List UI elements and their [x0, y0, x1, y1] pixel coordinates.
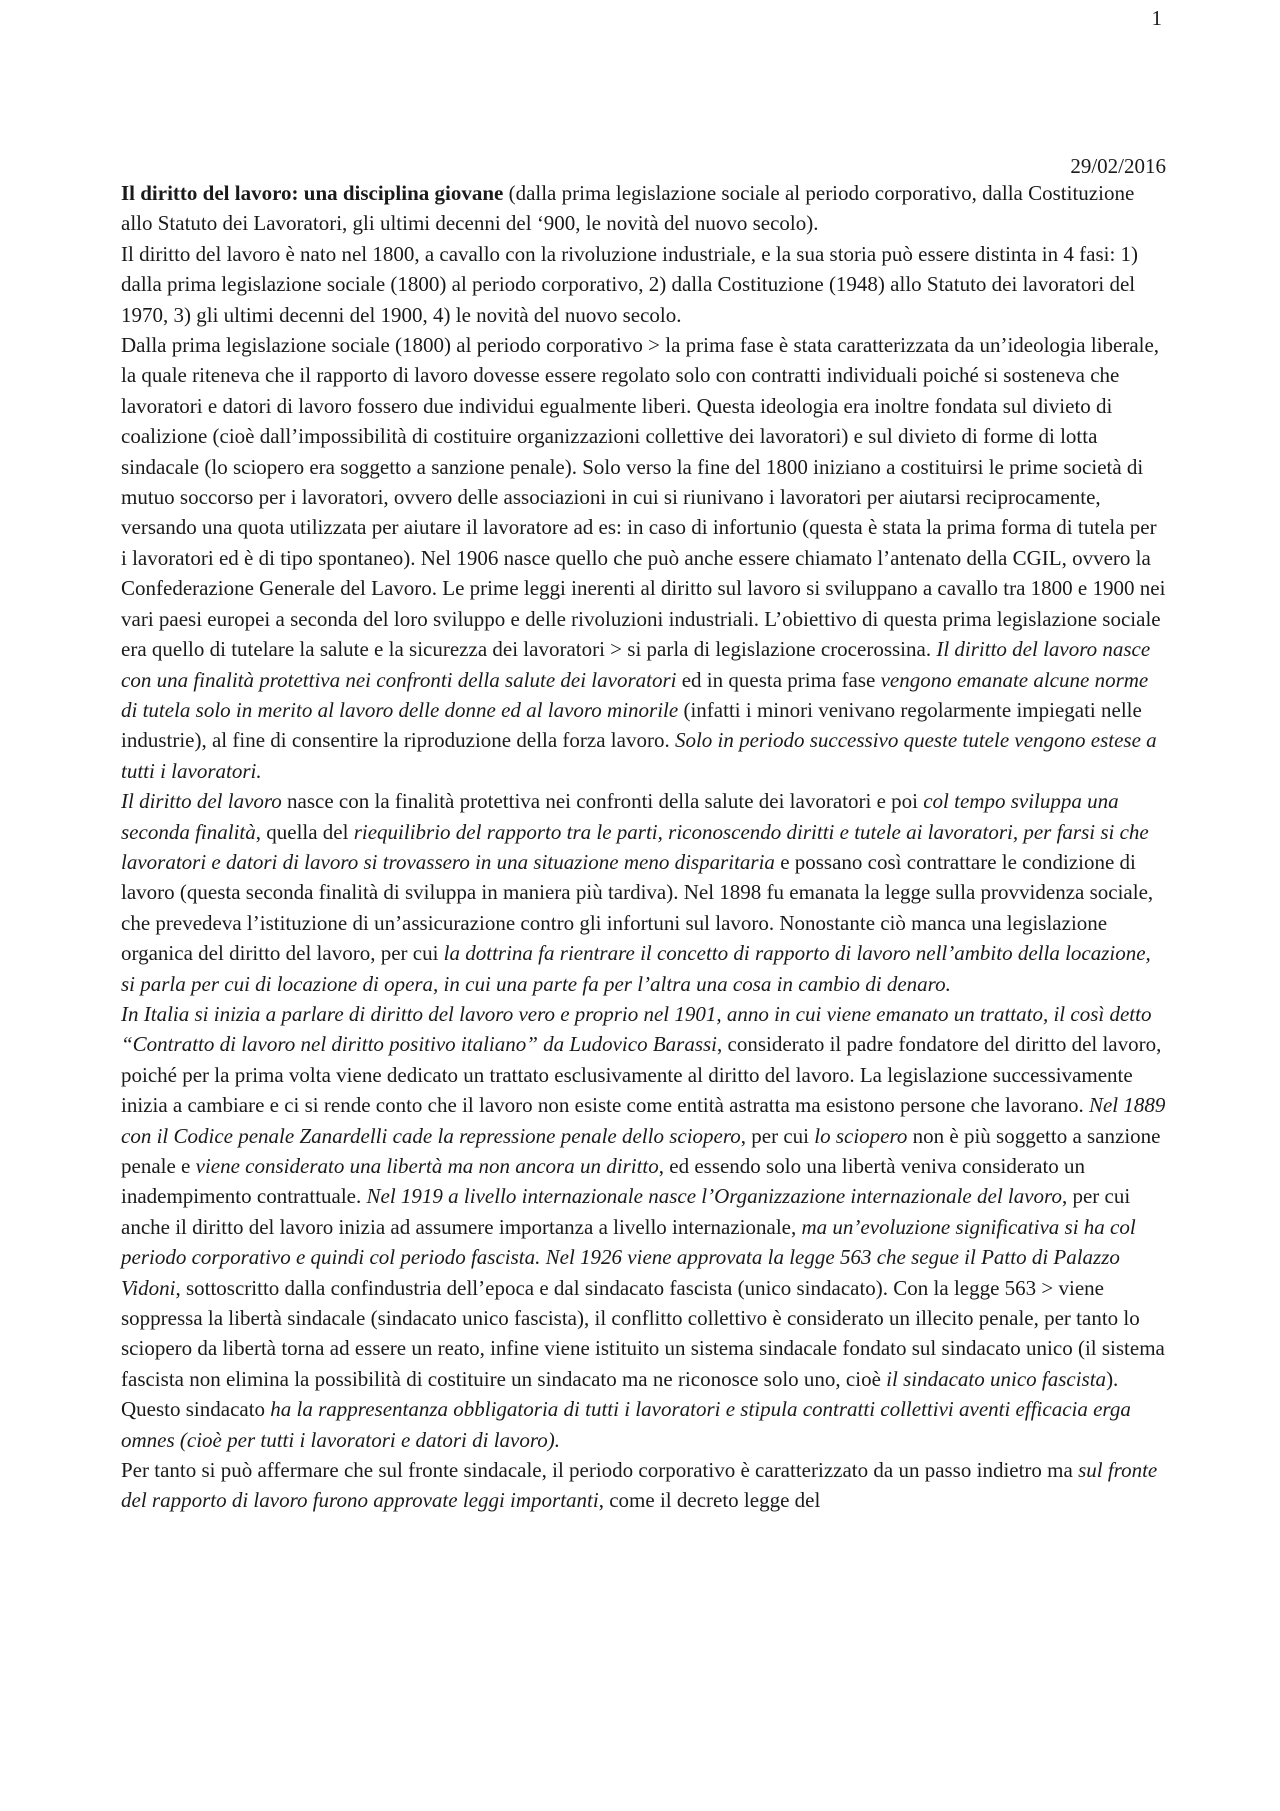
paragraph — [121, 178, 1167, 239]
italic-text: il sindacato unico fascista — [886, 1366, 1107, 1391]
text-run: nasce con la finalità protettiva nei confronti della salute dei lavoratori e poi — [281, 789, 924, 814]
italic-text: vengono emanate alcune norme di tutela solo in merito al lavoro delle donne ed al lavoro minorile — [121, 667, 1149, 722]
text-run: , come il decreto legge del — [598, 1488, 821, 1513]
italic-text: In Italia si inizia a parlare di diritto del lavoro vero e proprio nel 1901, anno in cui viene emanato un trattato, il così detto “Contratto di lavoro nel diritto positivo italiano” da Ludovico Barassi — [121, 1001, 1152, 1057]
paragraph — [121, 330, 1167, 786]
document-date: 29/02/2016 — [1070, 154, 1166, 178]
italic-text: Nel 1889 con il Codice penale Zanardelli cade la repressione penale dello sciopero — [121, 1093, 1166, 1148]
italic-text: ha la rappresentanza obbligatoria di tutti i lavoratori e stipula contratti collettivi aventi efficacia erga omnes (cioè per tutti i lavoratori e datori di lavoro). — [121, 1397, 1131, 1452]
text-run: e possano così contrattare le condizione di lavoro (questa seconda finalità di sviluppa in maniera più tardiva). Nel 1898 fu emanata la legge sulla provvidenza sociale, che prevedeva l’istituzione di un’assicurazione contro gli infortuni sul lavoro. Nonostante ciò manca una legislazione organica del diritto del lavoro, per cui — [121, 849, 1154, 966]
text-run: ). Questo sindacato — [121, 1366, 1119, 1422]
italic-text: Solo in periodo successivo queste tutele vengono estese a tutti i lavoratori. — [121, 728, 1157, 783]
italic-text: lo sciopero — [814, 1123, 908, 1148]
text-run: Il diritto del lavoro è nato nel 1800, a cavallo con la rivoluzione industriale, e la sua storia può essere distinta in 4 fasi: 1) dalla prima legislazione sociale (1800) al periodo corporativo, 2) dalla Costituzione (1948) allo Statuto dei lavoratori del 1970, 3) gli ultimi decenni del 1900, 4) le novità del nuovo secolo. — [121, 241, 1139, 327]
text-run: (dalla prima legislazione sociale al periodo corporativo, dalla Costituzione allo Statuto dei Lavoratori, gli ultimi decenni del ‘900, le novità del nuovo secolo). — [121, 181, 1135, 236]
text-run: Dalla prima legislazione sociale (1800) al periodo corporativo > la prima fase è stata caratterizzata da un’ideologia liberale, la quale riteneva che il rapporto di lavoro dovesse essere regolato solo con contratti individuali poiché si sosteneva che lavoratori e datori di lavoro fossero due individui egualmente liberi. Questa ideologia era inoltre fondata sul divieto di coalizione (cioè dall’impossibilità di costituire organizzazioni collettive dei lavoratori) e sul divieto di forme di lotta sindacale (lo sciopero era soggetto a sanzione penale). Solo verso la fine del 1800 iniziano a costituirsi le prime società di mutuo soccorso per i lavoratori, ovvero delle associazioni in cui si riunivano i lavoratori per aiutarsi reciprocamente, versando una quota utilizzata per aiutare il lavoratore ad es: in caso di infortunio (questa è stata la prima forma di tutela per i lavoratori ed è di tipo spontaneo). Nel 1906 nasce quello che può anche essere chiamato l’antenato della CGIL, ovvero la Confederazione Generale del Lavoro. Le prime leggi inerenti al diritto sul lavoro si sviluppano a cavallo tra 1800 e 1900 nei vari paesi europei a seconda del loro sviluppo e delle rivoluzioni industriali. L’obiettivo di questa prima legislazione sociale era quello di tutelare la salute e la sicurezza dei lavoratori > si parla di legislazione crocerossina. — [121, 333, 1166, 662]
text-run: (infatti i minori venivano regolarmente impiegati nelle industrie), al fine di consentire la riproduzione della forza lavoro. — [121, 697, 1142, 753]
italic-text: viene considerato una libertà ma non ancora un diritto — [195, 1154, 659, 1178]
italic-text: riequilibrio del rapporto tra le parti, riconoscendo diritti e tutele ai lavoratori, per farsi si che lavoratori e datori di lavoro si trovassero in una situazione meno disparitaria — [121, 819, 1149, 874]
text-run: , sottoscritto dalla confindustria dell’epoca e dal sindacato fascista (unico sindacato). Con la legge 563 > viene soppressa la libertà sindacale (sindacato unico fascista), il conflitto collettivo è considerato un illecito penale, per tanto lo sciopero da libertà torna ad essere un reato, infine viene istituito un sistema sindacale fondato sul sindacato unico (il sistema fascista non elimina la possibilità di costituire un sindacato ma ne riconosce solo uno, cioè — [121, 1275, 1165, 1391]
paragraph — [121, 786, 1167, 999]
italic-text: la dottrina fa rientrare il concetto di rapporto di lavoro nell’ambito della locazione, si parla per cui di locazione di opera, in cui una parte fa per l’altra una cosa in cambio di denaro. — [121, 941, 1151, 996]
text-run: , ed essendo solo una libertà veniva considerato un inadempimento contrattuale. — [121, 1154, 1086, 1209]
text-run: ed in questa prima fase — [676, 667, 881, 692]
paragraph — [121, 999, 1167, 1455]
page-number: 1 — [1151, 6, 1162, 30]
paragraph — [121, 1455, 1167, 1516]
italic-text: Il diritto del lavoro nasce con una finalità protettiva nei confronti della salute dei lavoratori — [121, 637, 1151, 692]
paragraph — [121, 239, 1167, 330]
text-run: , per cui — [740, 1123, 815, 1148]
italic-text: ma un’evoluzione significativa si ha col periodo corporativo e quindi col periodo fascista. Nel 1926 viene approvata la legge 563 che segue il Patto di Palazzo Vidoni — [121, 1214, 1136, 1300]
text-run: non è più soggetto a sanzione penale e — [121, 1123, 1161, 1178]
document-body — [121, 178, 1167, 1516]
text-run: , considerato il padre fondatore del diritto del lavoro, poiché per la prima volta viene dedicato un trattato esclusivamente al diritto del lavoro. La legislazione successivamente inizia a cambiare e ci si rende conto che il lavoro non esiste come entità astratta ma esistono persone che lavorano. — [121, 1032, 1162, 1118]
text-run: , per cui anche il diritto del lavoro inizia ad assumere importanza a livello internazionale, — [121, 1184, 1131, 1239]
italic-text: Nel 1919 a livello internazionale nasce l’Organizzazione internazionale del lavoro — [366, 1184, 1062, 1209]
italic-text: sul fronte del rapporto di lavoro furono approvate leggi importanti — [121, 1458, 1158, 1513]
text-run: , quella del — [255, 819, 354, 844]
text-run: Per tanto si può affermare che sul fronte sindacale, il periodo corporativo è caratterizzato da un passo indietro ma — [121, 1458, 1079, 1483]
bold-text: Il diritto del lavoro: una disciplina giovane — [121, 181, 504, 205]
italic-text: col tempo sviluppa una seconda finalità — [121, 789, 1119, 844]
italic-text: Il diritto del lavoro — [121, 789, 282, 814]
